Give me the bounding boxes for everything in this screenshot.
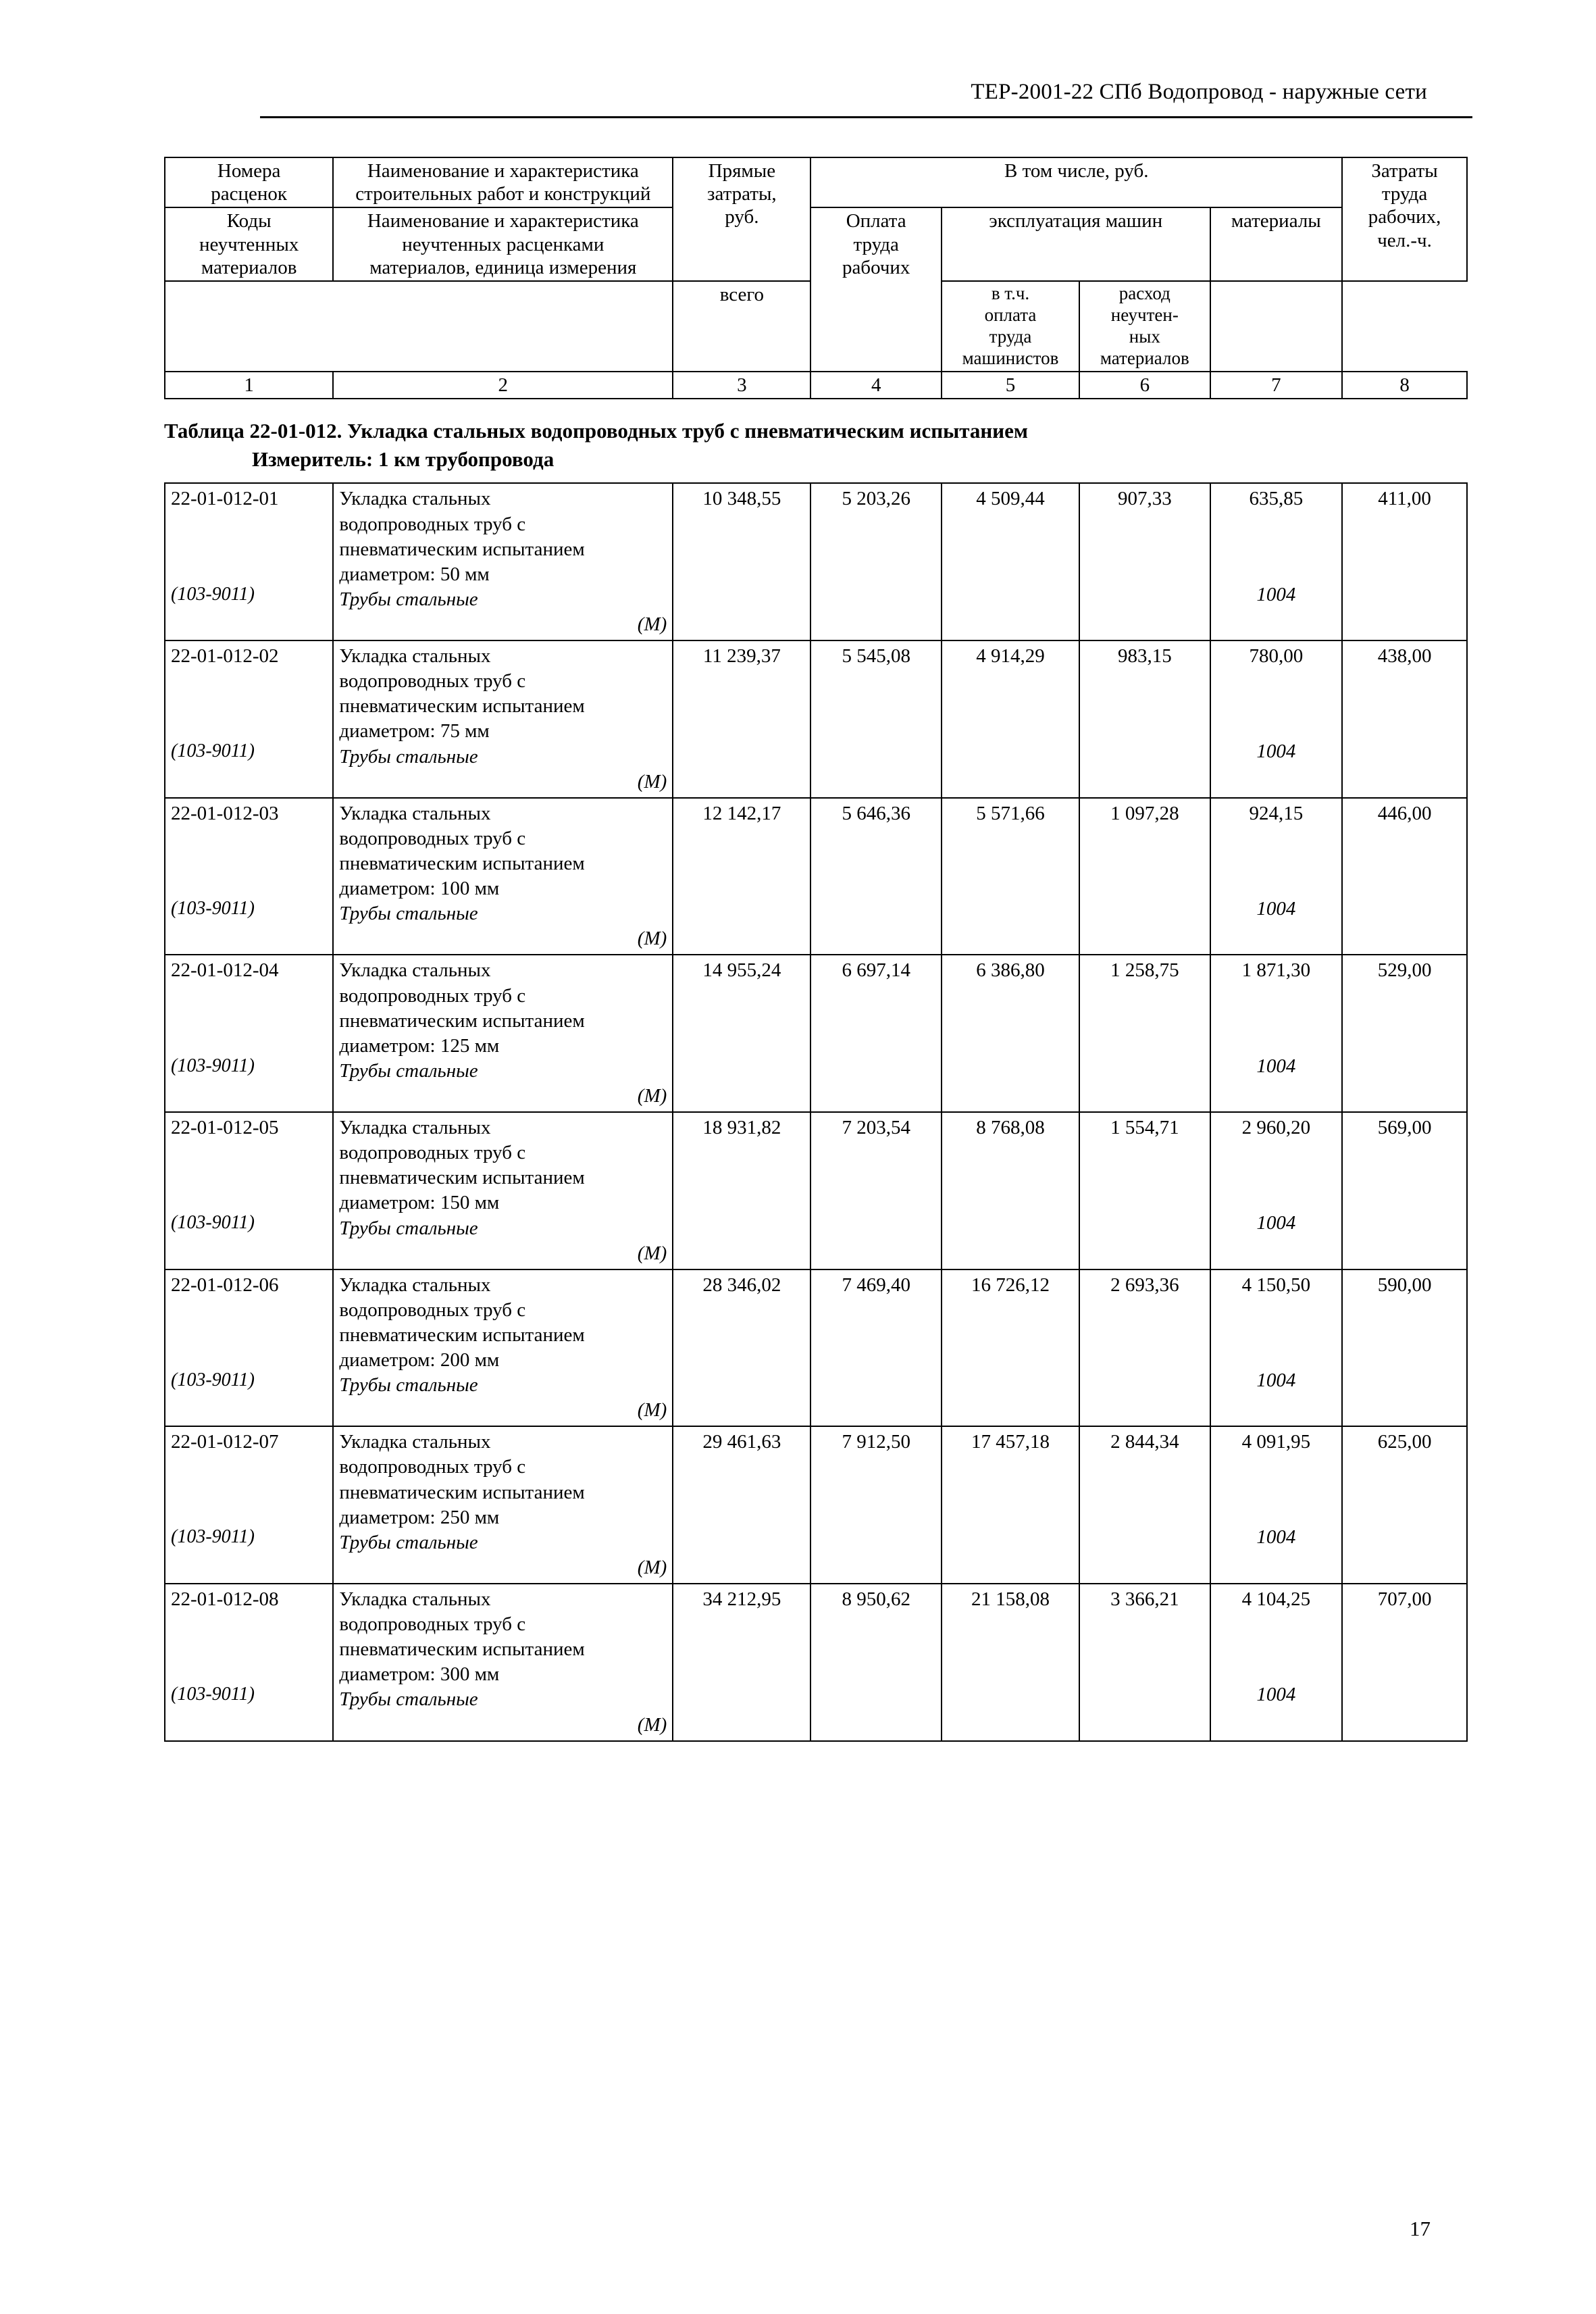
description-line: водопроводных труб с (339, 1142, 526, 1164)
cell-description (333, 640, 673, 798)
value: 8 768,08 (976, 1117, 1045, 1139)
value: 411,00 (1378, 488, 1431, 510)
material-name: Трубы стальные (339, 1531, 478, 1553)
header-text: Наименование и характеристика (367, 210, 639, 232)
value: 3 366,21 (1110, 1588, 1179, 1611)
header-text: оплата (984, 304, 1037, 325)
cell-materials (1210, 1269, 1343, 1427)
material-name: Трубы стальные (339, 903, 478, 925)
material-quantity: 1004 (1256, 1369, 1296, 1391)
description-line: Укладка стальных (339, 1431, 491, 1453)
value: 10 348,55 (702, 488, 781, 510)
cell-labor-pay (810, 955, 941, 1112)
description-line: диаметром: 250 мм (339, 1506, 500, 1528)
material-unit: (М) (637, 1399, 667, 1422)
cell-direct-costs (673, 955, 810, 1112)
cell-materials (1210, 955, 1343, 1112)
cell-machines-total (942, 1269, 1079, 1427)
cell-machines-total (942, 1584, 1079, 1741)
table-row (165, 1426, 1467, 1584)
description-line: диаметром: 75 мм (339, 720, 490, 743)
layout-spacer (1216, 984, 1337, 1054)
description-line: Укладка стальных (339, 1274, 491, 1296)
material-unit: (М) (637, 770, 667, 793)
header-text: труда (989, 326, 1032, 347)
cell-labor-pay (810, 1112, 941, 1269)
cell-machines-total (942, 798, 1079, 955)
cell-machines-total (942, 955, 1079, 1112)
cell-materials (1210, 483, 1343, 640)
cell-rate-code (165, 955, 333, 1112)
header-text: в т.ч. (991, 283, 1030, 304)
table-row (165, 798, 1467, 955)
material-quantity: 1004 (1256, 1055, 1296, 1077)
materials-cost: 635,85 (1249, 488, 1304, 510)
description-line: пневматическим испытанием (339, 1481, 585, 1503)
description-line: Укладка стальных (339, 959, 491, 982)
cell-machinists-pay (1079, 955, 1210, 1112)
description-line: диаметром: 200 мм (339, 1349, 500, 1372)
header-text: Номера (217, 160, 281, 182)
material-name: Трубы стальные (339, 1217, 478, 1239)
value: 625,00 (1377, 1431, 1432, 1453)
cell-direct-costs (673, 1269, 810, 1427)
description-line: пневматическим испытанием (339, 1167, 585, 1189)
material-code: (103-9011) (171, 1212, 255, 1234)
header-cell-machines-total (673, 281, 810, 371)
rate-code: 22-01-012-02 (171, 645, 279, 668)
running-header: ТЕР-2001-22 СПб Водопровод - наружные сети (971, 80, 1427, 104)
value: 5 571,66 (976, 802, 1045, 824)
cell-labor-hours (1342, 1426, 1467, 1584)
cell-description (333, 955, 673, 1112)
value: 438,00 (1377, 645, 1432, 668)
column-number: 4 (810, 372, 941, 399)
header-text: машинистов (962, 347, 1059, 368)
material-name: Трубы стальные (339, 745, 478, 768)
value: 7 912,50 (842, 1431, 910, 1453)
cell-description (333, 1269, 673, 1427)
rates-table (164, 482, 1468, 1741)
rate-code: 22-01-012-05 (171, 1117, 279, 1139)
description-line: пневматическим испытанием (339, 695, 585, 718)
cell-labor-pay (810, 640, 941, 798)
value: 6 386,80 (976, 959, 1045, 982)
material-quantity: 1004 (1256, 897, 1296, 920)
cell-machinists-pay (1079, 1269, 1210, 1427)
value: 4 914,29 (976, 645, 1045, 668)
materials-cost: 4 150,50 (1241, 1274, 1311, 1296)
cell-direct-costs (673, 798, 810, 955)
cell-machinists-pay (1079, 798, 1210, 955)
header-text: затраты, (707, 183, 777, 205)
cell-description (333, 1584, 673, 1741)
header-text: труда (1381, 183, 1428, 205)
materials-cost: 1 871,30 (1241, 959, 1311, 982)
value: 5 545,08 (842, 645, 910, 668)
value: 18 931,82 (702, 1117, 781, 1139)
column-number: 3 (673, 372, 810, 399)
cell-labor-hours (1342, 640, 1467, 798)
table-row (165, 955, 1467, 1112)
header-text: чел.-ч. (1377, 229, 1432, 251)
header-text: Коды (226, 210, 272, 232)
table-caption (164, 417, 1468, 474)
header-text: руб. (725, 206, 759, 228)
cell-labor-pay (810, 798, 941, 955)
description-line: Укладка стальных (339, 488, 491, 510)
header-text: материалов (1100, 347, 1189, 368)
header-text: строительных работ и конструкций (355, 183, 651, 205)
material-unit: (М) (637, 1556, 667, 1578)
value: 983,15 (1117, 645, 1172, 668)
table-row (165, 1112, 1467, 1269)
page-number: 17 (1410, 2217, 1431, 2240)
value: 1 554,71 (1110, 1117, 1179, 1139)
header-cell-machinists-pay (942, 281, 1079, 371)
layout-spacer (1216, 1298, 1337, 1368)
material-name: Трубы стальные (339, 1688, 478, 1711)
layout-spacer (1216, 826, 1337, 897)
column-number: 7 (1210, 372, 1343, 399)
material-code: (103-9011) (171, 583, 255, 605)
cell-rate-code (165, 1426, 333, 1584)
description-line: пневматическим испытанием (339, 1638, 585, 1661)
material-code: (103-9011) (171, 1055, 255, 1076)
description-line: диаметром: 300 мм (339, 1663, 500, 1686)
description-line: Укладка стальных (339, 802, 491, 824)
description-line: Укладка стальных (339, 1117, 491, 1139)
cell-materials (1210, 1426, 1343, 1584)
cell-description (333, 1112, 673, 1269)
header-cell-including-group (810, 157, 1342, 207)
cell-rate-code (165, 483, 333, 640)
value: 529,00 (1377, 959, 1432, 982)
header-text: Наименование и характеристика (367, 160, 639, 182)
layout-spacer (1216, 512, 1337, 582)
cell-labor-hours (1342, 955, 1467, 1112)
cell-materials (1210, 798, 1343, 955)
table-row (165, 640, 1467, 798)
material-name: Трубы стальные (339, 588, 478, 610)
material-code: (103-9011) (171, 1684, 255, 1705)
header-text: труда (853, 233, 899, 255)
value: 16 726,12 (971, 1274, 1050, 1296)
cell-direct-costs (673, 1584, 810, 1741)
material-unit: (М) (637, 1242, 667, 1264)
material-quantity: 1004 (1256, 583, 1296, 605)
header-cell-machines (942, 207, 1210, 281)
value: 7 203,54 (842, 1117, 910, 1139)
cell-labor-hours (1342, 798, 1467, 955)
rate-code: 22-01-012-06 (171, 1274, 279, 1296)
material-unit: (М) (637, 1713, 667, 1736)
materials-cost: 2 960,20 (1241, 1117, 1311, 1139)
cell-materials (1210, 1112, 1343, 1269)
cell-direct-costs (673, 483, 810, 640)
header-text: эксплуатация машин (989, 210, 1163, 232)
materials-cost: 4 104,25 (1241, 1588, 1311, 1611)
header-text: материалов, единица измерения (369, 256, 637, 278)
value: 28 346,02 (702, 1274, 781, 1296)
layout-spacer (1216, 1455, 1337, 1525)
table-caption-line1: Таблица 22-01-012. Укладка стальных водопроводных труб с пневматическим испытанием (164, 418, 1028, 443)
layout-spacer (1216, 1140, 1337, 1211)
materials-cost: 4 091,95 (1241, 1431, 1311, 1453)
value: 34 212,95 (702, 1588, 781, 1611)
value: 8 950,62 (842, 1588, 910, 1611)
header-text: рабочих, (1368, 206, 1441, 228)
cell-direct-costs (673, 1426, 810, 1584)
material-code: (103-9011) (171, 897, 255, 919)
description-line: диаметром: 150 мм (339, 1192, 500, 1214)
material-code: (103-9011) (171, 1526, 255, 1548)
column-number: 6 (1079, 372, 1210, 399)
cell-machinists-pay (1079, 640, 1210, 798)
cell-machinists-pay (1079, 1426, 1210, 1584)
material-quantity: 1004 (1256, 1526, 1296, 1549)
material-unit: (М) (637, 928, 667, 950)
value: 7 469,40 (842, 1274, 910, 1296)
material-code: (103-9011) (171, 1369, 255, 1390)
description-line: диаметром: 100 мм (339, 878, 500, 900)
description-line: пневматическим испытанием (339, 852, 585, 874)
header-divider (260, 116, 1472, 118)
value: 569,00 (1377, 1117, 1432, 1139)
cell-labor-pay (810, 1584, 941, 1741)
value: 17 457,18 (971, 1431, 1050, 1453)
description-line: пневматическим испытанием (339, 1324, 585, 1346)
header-text: расход (1118, 283, 1170, 304)
value: 29 461,63 (702, 1431, 781, 1453)
materials-cost: 924,15 (1249, 802, 1304, 824)
value: 5 646,36 (842, 802, 910, 824)
rate-code: 22-01-012-08 (171, 1588, 279, 1611)
header-cell-codes-top (165, 157, 333, 207)
cell-rate-code (165, 798, 333, 955)
table-row (165, 1584, 1467, 1741)
description-line: водопроводных труб с (339, 1613, 526, 1636)
description-line: водопроводных труб с (339, 1299, 526, 1321)
material-quantity: 1004 (1256, 740, 1296, 763)
cell-machines-total (942, 1426, 1079, 1584)
header-cell-filler (165, 281, 673, 371)
header-text: В том числе, руб. (1004, 160, 1149, 182)
material-name: Трубы стальные (339, 1059, 478, 1082)
cell-machinists-pay (1079, 1112, 1210, 1269)
cell-machines-total (942, 483, 1079, 640)
column-number: 5 (942, 372, 1079, 399)
cell-machines-total (942, 640, 1079, 798)
description-line: пневматическим испытанием (339, 1009, 585, 1032)
table-row (165, 1269, 1467, 1427)
column-number: 2 (333, 372, 673, 399)
cell-direct-costs (673, 1112, 810, 1269)
value: 12 142,17 (702, 802, 781, 824)
cell-description (333, 483, 673, 640)
value: 1 258,75 (1110, 959, 1179, 982)
value: 2 693,36 (1110, 1274, 1179, 1296)
layout-spacer (1216, 1612, 1337, 1682)
description-line: водопроводных труб с (339, 827, 526, 849)
table-row (165, 483, 1467, 640)
header-text: Прямые (708, 160, 776, 182)
value: 11 239,37 (702, 645, 781, 668)
material-unit: (М) (637, 1084, 667, 1107)
header-text: неучтенных (199, 233, 299, 255)
column-number: 1 (165, 372, 333, 399)
cell-direct-costs (673, 640, 810, 798)
cell-materials (1210, 640, 1343, 798)
rate-code: 22-01-012-07 (171, 1431, 279, 1453)
header-cell-codes-bottom (165, 207, 333, 281)
cell-labor-pay (810, 1426, 941, 1584)
material-unit: (М) (637, 613, 667, 635)
value: 907,33 (1117, 488, 1172, 510)
table-caption-line2: Измеритель: 1 км трубопровода (252, 447, 555, 471)
description-line: пневматическим испытанием (339, 538, 585, 560)
header-cell-direct-costs (673, 157, 810, 281)
header-text: рабочих (842, 256, 910, 278)
description-line: водопроводных труб с (339, 513, 526, 535)
description-line: водопроводных труб с (339, 1456, 526, 1478)
description-line: водопроводных труб с (339, 984, 526, 1007)
description-line: Укладка стальных (339, 1588, 491, 1611)
page-content (164, 157, 1468, 1742)
value: 1 097,28 (1110, 802, 1179, 824)
cell-labor-pay (810, 483, 941, 640)
value: 446,00 (1377, 802, 1432, 824)
header-cell-name-top (333, 157, 673, 207)
cell-rate-code (165, 1112, 333, 1269)
header-text: ных (1129, 326, 1160, 347)
description-line: диаметром: 50 мм (339, 563, 490, 585)
cell-machinists-pay (1079, 483, 1210, 640)
header-text: материалов (201, 256, 297, 278)
material-quantity: 1004 (1256, 1212, 1296, 1234)
cell-machinists-pay (1079, 1584, 1210, 1741)
layout-spacer (1216, 669, 1337, 739)
header-text: Оплата (846, 210, 906, 232)
value: 4 509,44 (976, 488, 1045, 510)
column-number: 8 (1342, 372, 1467, 399)
header-cell-materials-consumption (1079, 281, 1210, 371)
column-number-row (165, 372, 1467, 399)
header-text: неучтенных расценками (402, 233, 604, 255)
header-cell-materials (1210, 207, 1343, 281)
header-cell-labor-hours (1342, 157, 1467, 281)
header-text: всего (719, 284, 765, 306)
header-cell-filler-right (1210, 281, 1343, 371)
description-line: Укладка стальных (339, 645, 491, 668)
header-text: расценок (211, 183, 288, 205)
cell-rate-code (165, 1269, 333, 1427)
rate-code: 22-01-012-01 (171, 488, 279, 510)
cell-machines-total (942, 1112, 1079, 1269)
header-text: материалы (1231, 210, 1321, 232)
cell-materials (1210, 1584, 1343, 1741)
cell-description (333, 1426, 673, 1584)
materials-cost: 780,00 (1249, 645, 1304, 668)
cell-labor-hours (1342, 483, 1467, 640)
cell-labor-hours (1342, 1112, 1467, 1269)
value: 6 697,14 (842, 959, 910, 982)
value: 707,00 (1377, 1588, 1432, 1611)
cell-rate-code (165, 640, 333, 798)
cell-rate-code (165, 1584, 333, 1741)
header-text: Затраты (1371, 160, 1438, 182)
value: 5 203,26 (842, 488, 910, 510)
cell-labor-hours (1342, 1584, 1467, 1741)
value: 14 955,24 (702, 959, 781, 982)
material-quantity: 1004 (1256, 1684, 1296, 1706)
material-name: Трубы стальные (339, 1374, 478, 1397)
description-line: водопроводных труб с (339, 670, 526, 693)
header-cell-name-bottom (333, 207, 673, 281)
rate-code: 22-01-012-04 (171, 959, 279, 982)
description-line: диаметром: 125 мм (339, 1034, 500, 1057)
header-text: неучтен- (1110, 304, 1179, 325)
table-column-headers (164, 157, 1468, 399)
cell-description (333, 798, 673, 955)
cell-labor-pay (810, 1269, 941, 1427)
value: 21 158,08 (971, 1588, 1050, 1611)
header-cell-labor-pay (810, 207, 941, 371)
value: 2 844,34 (1110, 1431, 1179, 1453)
cell-labor-hours (1342, 1269, 1467, 1427)
rate-code: 22-01-012-03 (171, 802, 279, 824)
value: 590,00 (1377, 1274, 1432, 1296)
material-code: (103-9011) (171, 740, 255, 762)
